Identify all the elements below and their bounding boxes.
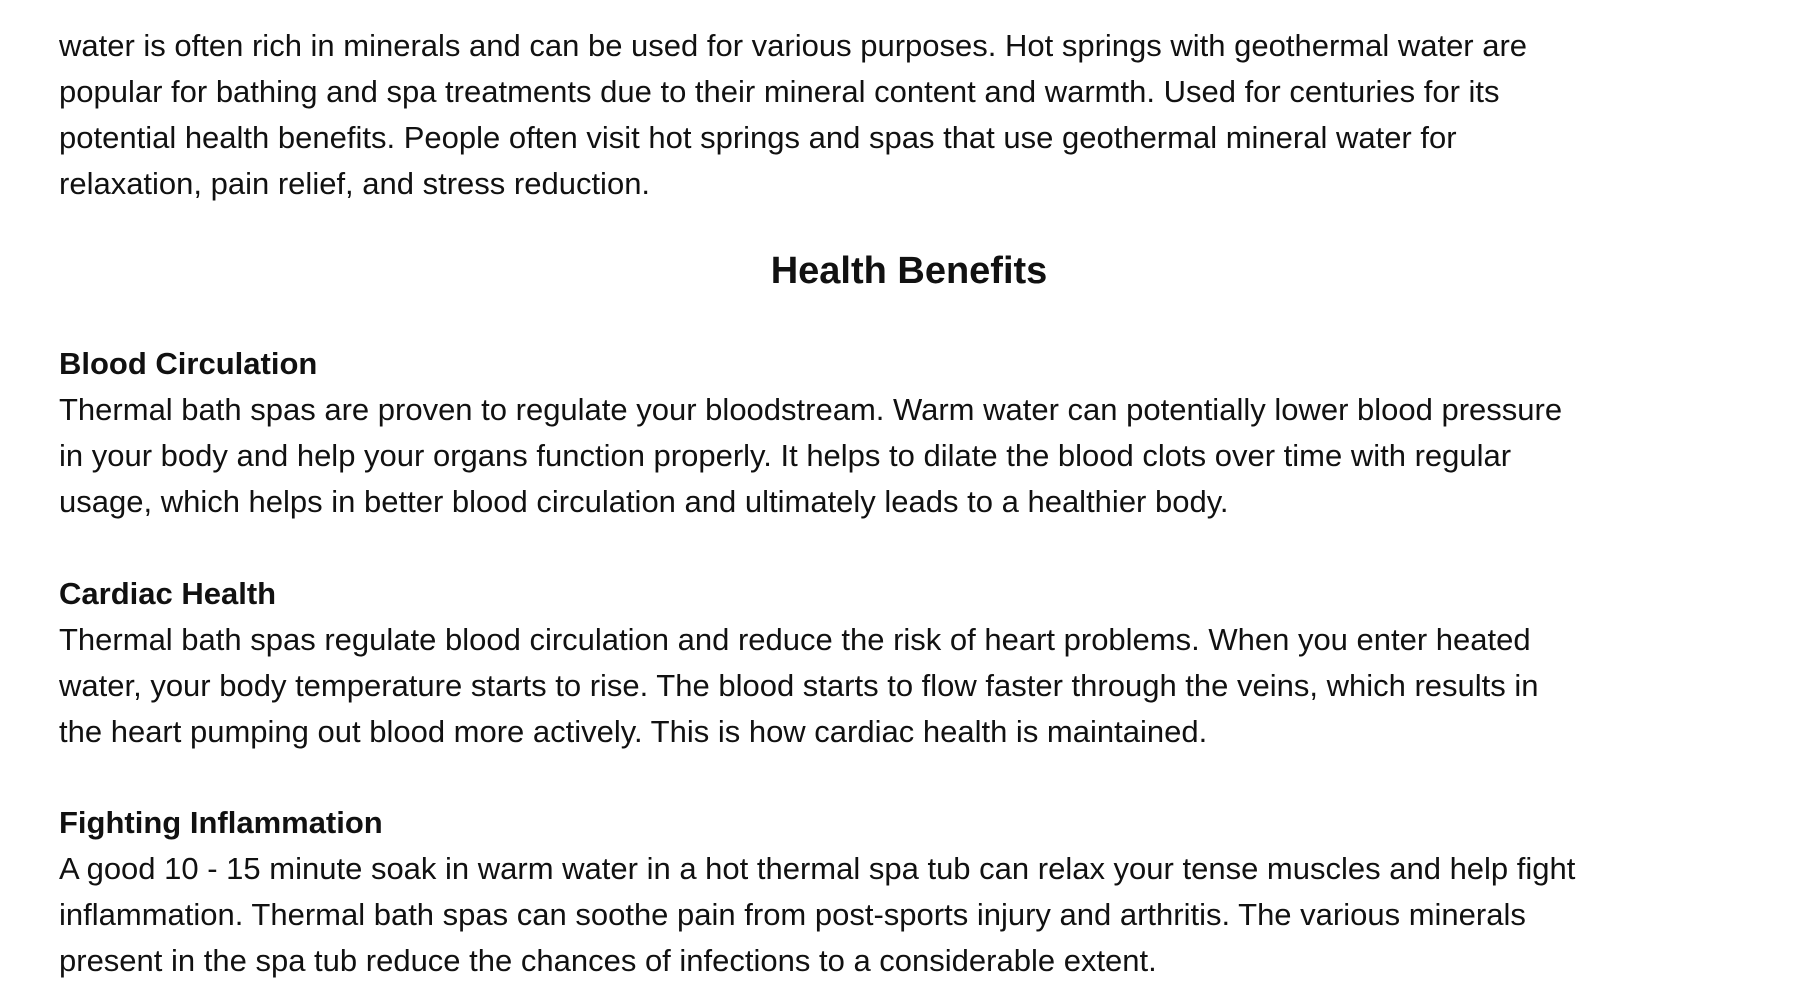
intro-line: potential health benefits. People often visit hot springs and spas that use geothermal mineral water for [59, 120, 1457, 155]
benefit-blood-circulation [59, 341, 1759, 525]
section-title: Health Benefits [770, 250, 1048, 292]
benefit-heading: Blood Circulation [59, 346, 318, 381]
benefit-fighting-inflammation [59, 800, 1759, 984]
benefit-text-line: inflammation. Thermal bath spas can soothe pain from post-sports injury and arthritis. The various minerals [59, 897, 1526, 932]
benefit-text-line: present in the spa tub reduce the chances of infections to a considerable extent. [59, 943, 1157, 978]
benefit-text-line: in your body and help your organs function properly. It helps to dilate the blood clots over time with regular [59, 438, 1512, 473]
intro-line-partial [59, 0, 1759, 23]
benefit-text [59, 846, 1759, 984]
intro-line: popular for bathing and spa treatments due to their mineral content and warmth. Used for centuries for its [59, 74, 1500, 109]
benefit-heading: Cardiac Health [59, 576, 277, 611]
benefit-text-line: A good 10 - 15 minute soak in warm water in a hot thermal spa tub can relax your tense muscles and help fight [59, 851, 1576, 886]
intro-paragraph [59, 0, 1759, 207]
benefit-text-line: usage, which helps in better blood circulation and ultimately leads to a healthier body. [59, 484, 1229, 519]
intro-line: relaxation, pain relief, and stress reduction. [59, 166, 651, 201]
benefit-heading: Fighting Inflammation [59, 805, 383, 840]
benefit-text-line: water, your body temperature starts to rise. The blood starts to flow faster through the veins, which results in [59, 668, 1539, 703]
benefit-text [59, 387, 1759, 525]
benefit-cardiac-health [59, 571, 1759, 755]
benefit-text-line: the heart pumping out blood more actively. This is how cardiac health is maintained. [59, 714, 1208, 749]
benefit-text-line: Thermal bath spas are proven to regulate your bloodstream. Warm water can potentially lower blood pressure [59, 392, 1563, 427]
benefit-text [59, 617, 1759, 755]
intro-line: water is often rich in minerals and can be used for various purposes. Hot springs with geothermal water are [59, 28, 1528, 63]
benefit-text-line: Thermal bath spas regulate blood circulation and reduce the risk of heart problems. When you enter heated [59, 622, 1531, 657]
